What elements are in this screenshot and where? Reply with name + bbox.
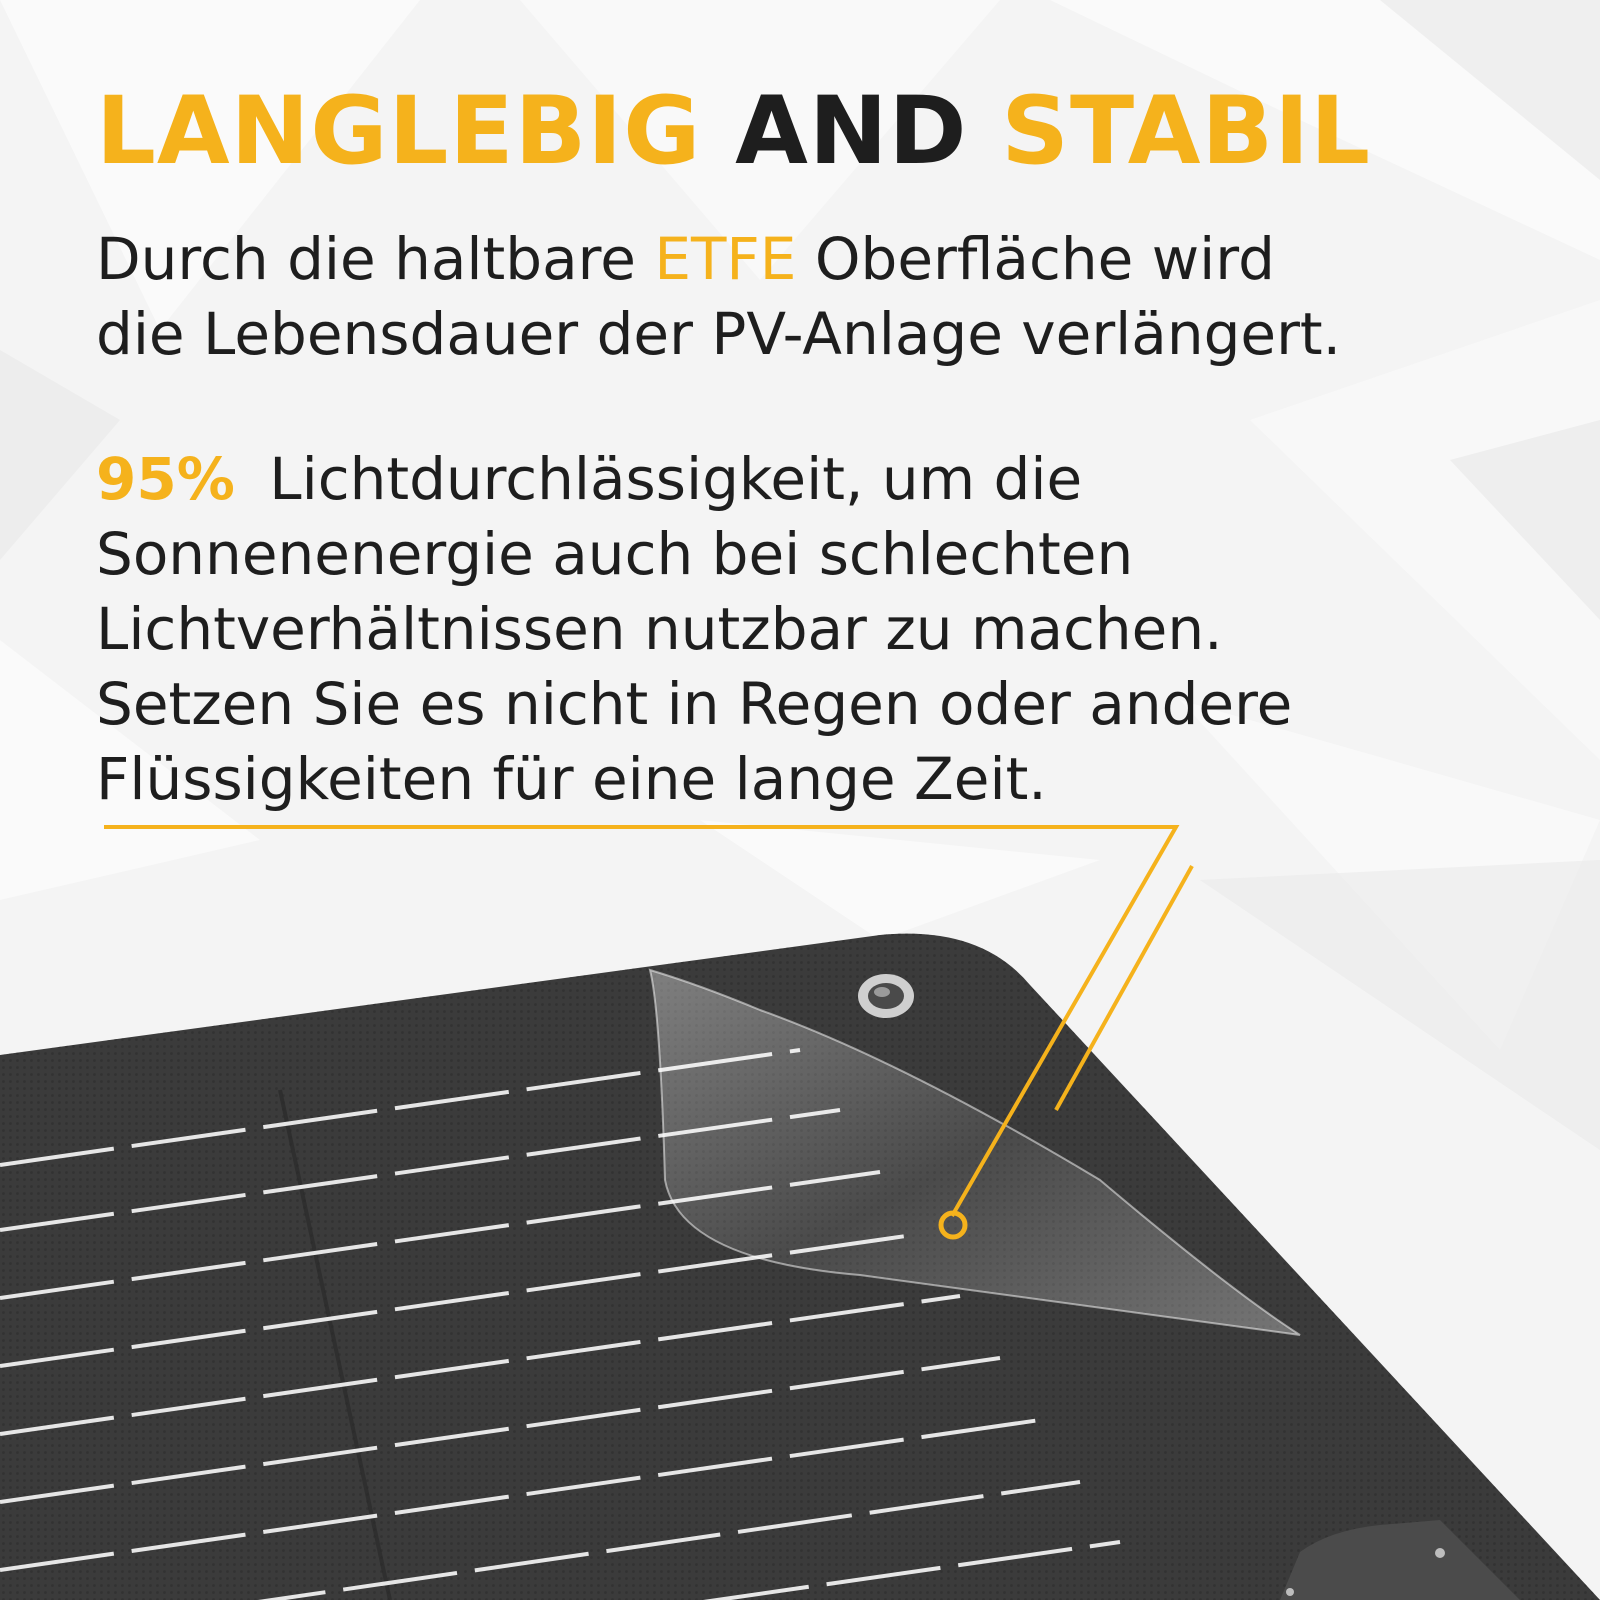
etfe-line1-post: Oberfläche wird: [796, 225, 1275, 293]
transmittance-line4: Setzen Sie es nicht in Regen oder andere: [96, 670, 1293, 738]
transmittance-line5: Flüssigkeiten für eine lange Zeit.: [96, 745, 1047, 813]
solar-panel: [0, 934, 1600, 1600]
grommet-icon: [858, 974, 914, 1018]
transmittance-percent: 95%: [96, 445, 235, 513]
transmittance-line1: Lichtdurchlässigkeit, um die: [269, 445, 1083, 513]
transmittance-description: [96, 442, 1292, 817]
headline-word-stabil: STABIL: [1001, 77, 1372, 186]
headline-word-and: AND: [735, 77, 968, 186]
etfe-line1-pre: Durch die haltbare: [96, 225, 655, 293]
headline-word-langlebig: LANGLEBIG: [96, 77, 702, 186]
etfe-line2: die Lebensdauer der PV-Anlage verlängert.: [96, 300, 1342, 368]
transmittance-line2: Sonnenenergie auch bei schlechten: [96, 520, 1134, 588]
etfe-description: [96, 222, 1341, 372]
etfe-highlight: ETFE: [654, 225, 797, 293]
headline: [96, 77, 1372, 186]
transmittance-line3: Lichtverhältnissen nutzbar zu machen.: [96, 595, 1223, 663]
